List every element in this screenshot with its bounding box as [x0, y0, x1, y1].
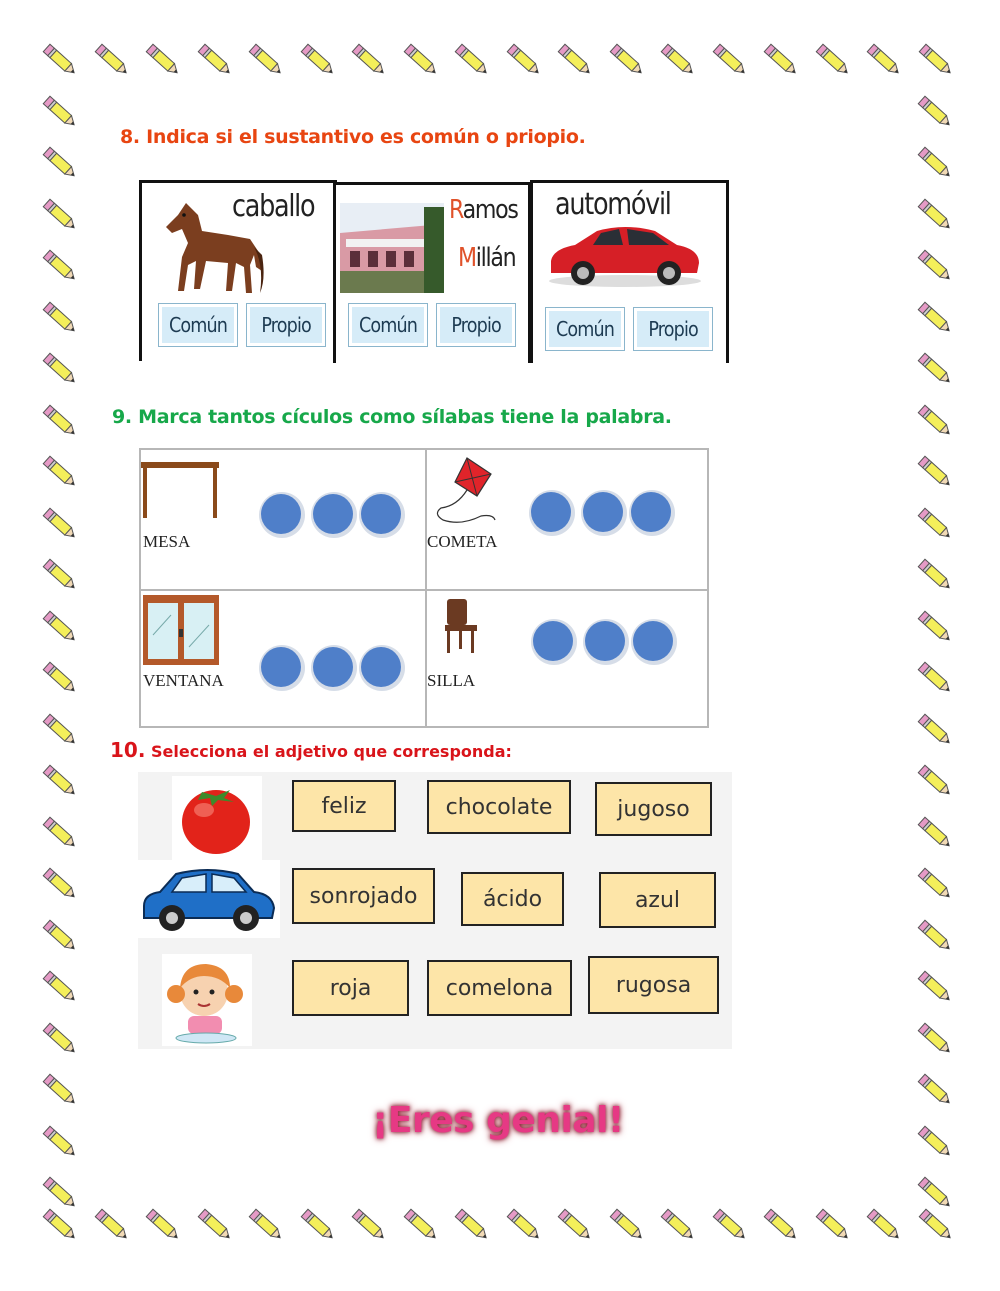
pencil-icon — [40, 349, 80, 389]
proper-button-label: Propio — [451, 313, 501, 337]
pencil-icon — [40, 1173, 80, 1213]
common-button-label: Común — [555, 317, 615, 341]
syllable-word: MESA — [143, 532, 191, 551]
pencil-icon — [40, 452, 80, 492]
noun-word-ramos — [449, 195, 518, 225]
adjective-option[interactable]: feliz — [292, 780, 396, 832]
pencil-icon — [658, 1205, 698, 1245]
pencil-icon — [915, 1122, 955, 1162]
girl-eating-image — [162, 954, 252, 1046]
tomato-image — [172, 776, 262, 860]
pencil-icon — [915, 710, 955, 750]
pencil-icon — [607, 40, 647, 80]
syllable-cell-silla — [427, 591, 711, 730]
pencil-icon — [504, 40, 544, 80]
pencil-icon — [40, 864, 80, 904]
pencil-icon — [813, 1205, 853, 1245]
pencil-icon — [452, 1205, 492, 1245]
pencil-icon — [761, 40, 801, 80]
adjective-option[interactable]: sonrojado — [292, 868, 435, 924]
question-9-title: 9. Marca tantos cículos como sílabas tiene la palabra. — [112, 406, 672, 428]
window-icon — [143, 595, 219, 665]
pencil-icon — [40, 401, 80, 441]
syllable-circle[interactable] — [585, 621, 625, 661]
syllable-circle[interactable] — [361, 494, 401, 534]
pencil-icon — [143, 1205, 183, 1245]
pencil-icon — [92, 40, 132, 80]
syllable-circle[interactable] — [313, 494, 353, 534]
pencil-icon — [915, 1070, 955, 1110]
pencil-icon — [40, 555, 80, 595]
pencil-icon — [40, 143, 80, 183]
pencil-icon — [195, 40, 235, 80]
adjective-panel — [138, 772, 732, 1049]
pencil-icon — [40, 916, 80, 956]
pencil-icon — [864, 1205, 904, 1245]
pencil-icon — [349, 40, 389, 80]
pencil-icon — [915, 555, 955, 595]
proper-button-label: Propio — [261, 313, 311, 337]
pencil-icon — [40, 1019, 80, 1059]
adjective-option[interactable]: jugoso — [595, 782, 712, 836]
noun-word-automovil: automóvil — [555, 187, 671, 222]
pencil-icon — [298, 40, 338, 80]
pencil-icon — [658, 40, 698, 80]
pencil-icon — [92, 1205, 132, 1245]
noun-card-ramos-millan — [333, 182, 531, 363]
pencil-icon — [813, 40, 853, 80]
pencil-icon — [195, 1205, 235, 1245]
syllable-circle[interactable] — [261, 494, 301, 534]
syllable-circle[interactable] — [583, 492, 623, 532]
table-icon — [141, 460, 221, 520]
pencil-icon — [246, 1205, 286, 1245]
pencil-icon — [915, 452, 955, 492]
pencil-icon — [710, 1205, 750, 1245]
adjective-option[interactable]: chocolate — [427, 780, 571, 834]
common-button-label: Común — [358, 313, 418, 337]
question-10-title — [110, 738, 512, 762]
adjective-option[interactable]: rugosa — [588, 956, 719, 1014]
pencil-icon — [915, 967, 955, 1007]
syllable-circle[interactable] — [633, 621, 673, 661]
common-button-ramos-millan[interactable] — [348, 303, 428, 347]
pencil-icon — [401, 1205, 441, 1245]
pencil-icon — [298, 1205, 338, 1245]
girl-eating-image-frame — [162, 954, 252, 1046]
syllable-circle[interactable] — [631, 492, 671, 532]
syllable-circle[interactable] — [531, 492, 571, 532]
pencil-icon — [915, 92, 955, 132]
pencil-icon — [915, 1019, 955, 1059]
syllable-cell-cometa — [427, 450, 711, 589]
chair-icon — [441, 599, 485, 655]
noun-word-caballo: caballo — [232, 189, 315, 224]
proper-button-automovil[interactable] — [633, 307, 713, 351]
pencil-icon — [40, 1122, 80, 1162]
building-image — [340, 203, 444, 293]
common-button-caballo[interactable] — [158, 303, 238, 347]
pencil-icon — [40, 40, 80, 80]
syllable-circle[interactable] — [261, 647, 301, 687]
pencil-icon — [915, 349, 955, 389]
pencil-icon — [915, 401, 955, 441]
noun-word-millan-rest: illán — [475, 243, 516, 273]
pencil-icon — [761, 1205, 801, 1245]
question-10-text: Selecciona el adjetivo que corresponda: — [145, 742, 512, 761]
blue-car-image — [138, 860, 280, 938]
tomato-image-frame — [172, 776, 262, 860]
pencil-icon — [40, 246, 80, 286]
pencil-icon — [143, 40, 183, 80]
pencil-icon — [246, 40, 286, 80]
pencil-icon — [915, 864, 955, 904]
pencil-icon — [40, 195, 80, 235]
adjective-option[interactable]: ácido — [461, 872, 564, 926]
pencil-icon — [915, 607, 955, 647]
syllable-cell-ventana — [141, 591, 425, 730]
noun-word-ramos-rest: amos — [462, 195, 518, 225]
pencil-icon — [915, 195, 955, 235]
encouragement-message: ¡Eres genial! — [372, 1100, 624, 1141]
noun-word-millan — [458, 243, 515, 273]
pencil-icon — [349, 1205, 389, 1245]
pencil-icon — [555, 1205, 595, 1245]
pencil-icon — [864, 40, 904, 80]
pencil-icon — [40, 298, 80, 338]
blue-car-image-frame — [138, 860, 280, 938]
pencil-icon — [40, 92, 80, 132]
adjective-option[interactable]: azul — [599, 872, 716, 928]
proper-button-label: Propio — [648, 317, 698, 341]
pencil-icon — [40, 504, 80, 544]
noun-card-caballo — [139, 180, 337, 361]
pencil-icon — [915, 761, 955, 801]
syllable-circle[interactable] — [361, 647, 401, 687]
pencil-icon — [40, 607, 80, 647]
pencil-icon — [452, 40, 492, 80]
pencil-icon — [607, 1205, 647, 1245]
pencil-icon — [915, 143, 955, 183]
syllable-circle[interactable] — [313, 647, 353, 687]
kite-icon — [433, 454, 499, 532]
pencil-icon — [915, 916, 955, 956]
syllable-circle[interactable] — [533, 621, 573, 661]
common-button-label: Común — [168, 313, 228, 337]
pencil-icon — [915, 298, 955, 338]
pencil-icon — [504, 1205, 544, 1245]
pencil-icon — [915, 658, 955, 698]
syllable-word: SILLA — [427, 671, 476, 690]
pencil-icon — [916, 40, 956, 80]
pencil-icon — [40, 967, 80, 1007]
adjective-option[interactable]: comelona — [427, 960, 572, 1016]
syllable-word: COMETA — [427, 532, 498, 551]
noun-word-ramos-initial: R — [449, 195, 463, 225]
syllable-cell-mesa — [141, 450, 425, 589]
pencil-icon — [555, 40, 595, 80]
pencil-icon — [40, 813, 80, 853]
noun-word-millan-initial: M — [458, 243, 476, 273]
pencil-icon — [915, 504, 955, 544]
pencil-icon — [40, 710, 80, 750]
question-8-title: 8. Indica si el sustantivo es común o priopio. — [120, 126, 586, 148]
pencil-icon — [40, 761, 80, 801]
common-button-automovil[interactable] — [545, 307, 625, 351]
proper-button-caballo[interactable] — [246, 303, 326, 347]
noun-card-automovil — [530, 180, 729, 363]
syllable-grid — [139, 448, 709, 728]
proper-button-ramos-millan[interactable] — [436, 303, 516, 347]
pencil-icon — [915, 246, 955, 286]
pencil-icon — [401, 40, 441, 80]
pencil-icon — [915, 813, 955, 853]
adjective-option[interactable]: roja — [292, 960, 409, 1016]
question-10-number: 10. — [110, 738, 146, 762]
pencil-icon — [915, 1173, 955, 1213]
car-image — [545, 223, 703, 289]
pencil-icon — [40, 1070, 80, 1110]
pencil-icon — [40, 658, 80, 698]
pencil-icon — [710, 40, 750, 80]
syllable-word: VENTANA — [143, 671, 224, 690]
